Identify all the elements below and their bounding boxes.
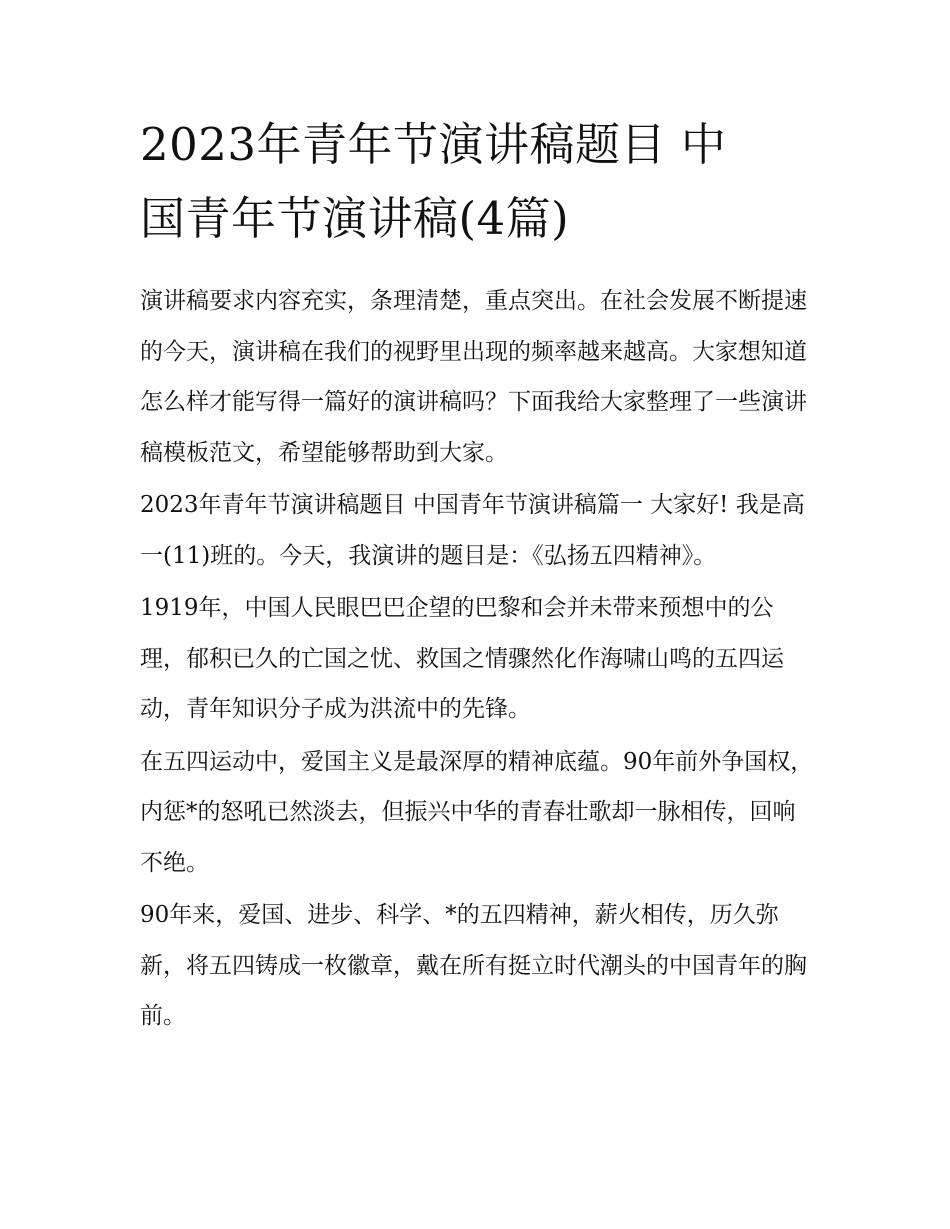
paragraph-greeting: 2023年青年节演讲稿题目 中国青年节演讲稿篇一 大家好! 我是高一(11)班的。今天，我演讲的题目是：《弘扬五四精神》。 [140,492,805,569]
paragraph-patriotism: 在五四运动中，爱国主义是最深厚的精神底蕴。90年前外争国权，内惩*的怒吼已然淡去，但振兴中华的青春壮歌却一脉相传，回响不绝。 [140,748,814,876]
document-title-line-2: 国青年节演讲稿(4篇) [140,192,570,245]
document-title [140,108,815,256]
paragraph-1919: 1919年，中国人民眼巴巴企望的巴黎和会并未带来预想中的公理，郁积已久的亡国之忧、救国之情骤然化作海啸山鸣的五四运动，青年知识分子成为洪流中的先锋。 [140,595,784,722]
paragraph-90-years: 90年来，爱国、进步、科学、*的五四精神，薪火相传，历久弥新，将五四铸成一枚徽章，戴在所有挺立时代潮头的中国青年的胸前。 [140,902,807,1029]
document-page [140,108,815,1044]
paragraph-intro: 演讲稿要求内容充实，条理清楚，重点突出。在社会发展不断提速的今天，演讲稿在我们的视野里出现的频率越来越高。大家想知道怎么样才能写得一篇好的演讲稿吗？下面我给大家整理了一些演讲稿模板范文，希望能够帮助到大家。 [140,288,807,466]
document-title-line-1: 2023年青年节演讲稿题目 中 [140,118,727,171]
